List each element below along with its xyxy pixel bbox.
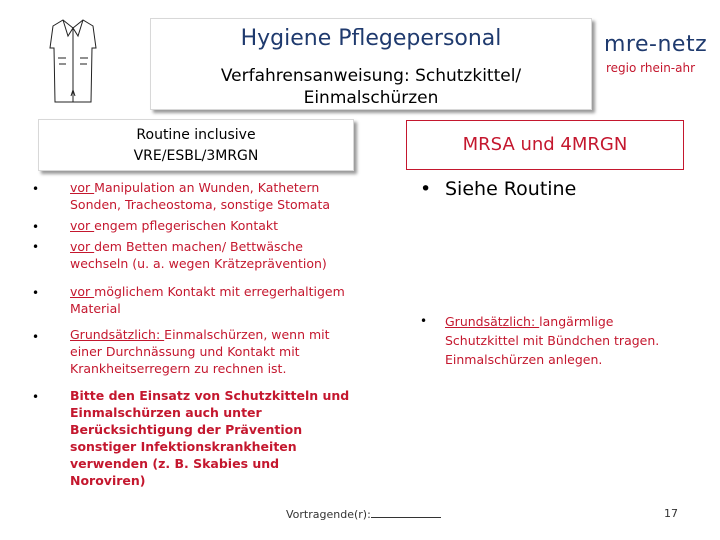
presenter-blank-line — [371, 508, 441, 518]
routine-item-4 — [70, 283, 355, 317]
mrsa-item-2 — [445, 312, 685, 369]
item-text: langärmlige Schutzkittel mit Bündchen tragen. Einmalschürzen anlegen. — [445, 314, 660, 367]
routine-header-line-2: VRE/ESBL/3MRGN — [133, 148, 259, 164]
presenter-footer — [286, 508, 441, 521]
slide-title: Hygiene Pflegepersonal — [240, 26, 502, 51]
item-text: Bitte den Einsatz von Schutzkitteln und Einmalschürzen auch unter Berücksichtigung der Prävention sonstiger Infektionskrankheiten verwenden (z. B. Skabies und Noroviren) — [70, 388, 350, 488]
page-number: 17 — [664, 507, 678, 520]
presenter-label: Vortragende(r): — [286, 508, 371, 521]
subtitle-line-2: Einmalschürzen — [303, 88, 439, 108]
routine-header — [38, 119, 354, 171]
subtitle-line-1: Verfahrensanweisung: Schutzkittel/ — [220, 66, 522, 86]
item-prefix: vor — [70, 218, 95, 233]
item-text: möglichem Kontakt mit erregerhaltigem Material — [70, 284, 345, 316]
item-prefix: Grundsätzlich: — [70, 327, 165, 342]
routine-item-5 — [70, 326, 355, 377]
bullet-marker: • — [32, 330, 40, 344]
bullet-marker: • — [32, 182, 40, 196]
item-prefix: vor — [70, 239, 95, 254]
bullet-marker: • — [32, 240, 40, 254]
item-text: Manipulation an Wunden, Kathetern Sonden, Tracheostoma, sonstige Stomata — [70, 180, 331, 212]
slide-subtitle — [151, 65, 591, 109]
logo-region: regio rhein-ahr — [606, 61, 696, 75]
bullet-marker: • — [420, 178, 432, 200]
mrsa-item-1: Siehe Routine — [445, 178, 577, 200]
title-box — [150, 18, 592, 110]
bullet-marker: • — [420, 314, 428, 328]
item-text: Einmalschürzen, wenn mit einer Durchnässung und Kontakt mit Krankheitserregern zu rechnen ist. — [70, 327, 330, 376]
logo-name: mre-netz — [604, 32, 708, 57]
item-prefix: vor — [70, 284, 95, 299]
routine-item-2 — [70, 217, 355, 234]
mre-netz-logo — [604, 32, 708, 82]
bullet-marker: • — [32, 286, 40, 300]
item-text: dem Betten machen/ Bettwäsche wechseln (u. a. wegen Krätzeprävention) — [70, 239, 327, 271]
bullet-marker: • — [32, 390, 40, 404]
item-prefix: vor — [70, 180, 95, 195]
bullet-marker: • — [32, 220, 40, 234]
item-prefix: Grundsätzlich: — [445, 314, 540, 329]
routine-header-line-1: Routine inclusive — [136, 127, 256, 143]
mrsa-header: MRSA und 4MRGN — [406, 120, 684, 170]
routine-item-6 — [70, 387, 355, 489]
item-text: engem pflegerischen Kontakt — [94, 218, 279, 233]
protective-gown-icon — [48, 18, 98, 104]
routine-item-1 — [70, 179, 355, 213]
routine-item-3 — [70, 238, 355, 272]
